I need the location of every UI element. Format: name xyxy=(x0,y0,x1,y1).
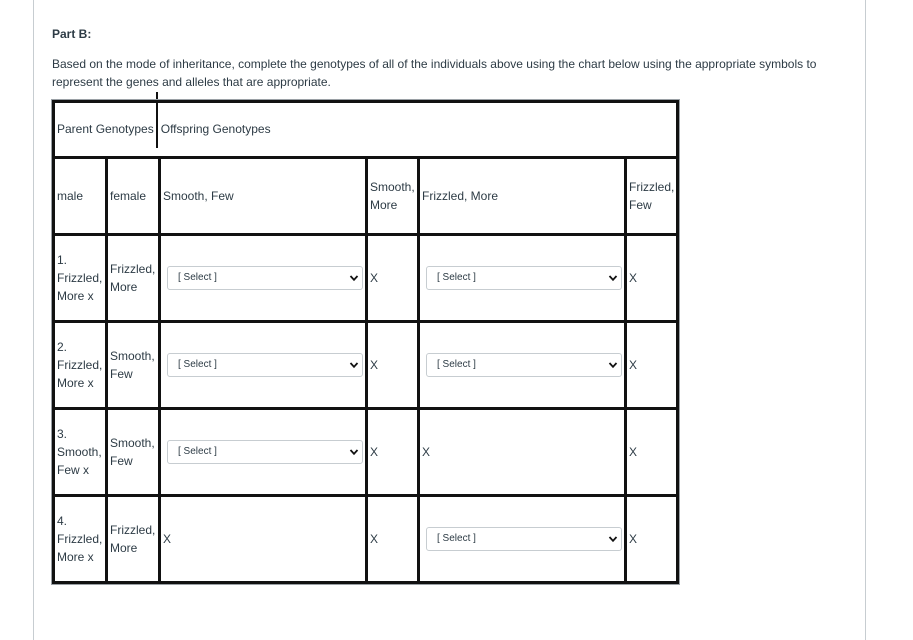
chevron-down-icon xyxy=(349,273,359,283)
table-row xyxy=(54,235,678,322)
frizzled-more-cell xyxy=(419,322,626,409)
chevron-down-icon xyxy=(608,360,618,370)
x-cell: X xyxy=(419,409,626,496)
female-cell: Frizzled, More xyxy=(107,496,160,583)
x-cell: X xyxy=(626,496,678,583)
male-cell: 2. Frizzled, More x xyxy=(54,322,107,409)
x-cell: X xyxy=(367,235,419,322)
select-placeholder: [ Select ] xyxy=(437,533,476,544)
x-cell: X xyxy=(367,409,419,496)
part-title: Part B: xyxy=(52,27,92,41)
frizzled-more-cell xyxy=(419,496,626,583)
col-frizzled-more: Frizzled, More xyxy=(419,158,626,235)
genotype-select[interactable] xyxy=(167,353,363,377)
header-divider xyxy=(156,92,158,148)
select-placeholder: [ Select ] xyxy=(437,272,476,283)
male-cell: 4. Frizzled, More x xyxy=(54,496,107,583)
table-header-cell xyxy=(54,102,678,158)
smooth-few-cell xyxy=(160,409,367,496)
table-row xyxy=(54,409,678,496)
table-row xyxy=(54,496,678,583)
x-cell: X xyxy=(626,322,678,409)
genotype-select[interactable] xyxy=(426,527,622,551)
frizzled-more-cell xyxy=(419,235,626,322)
genotype-select[interactable] xyxy=(167,266,363,290)
genotype-select[interactable] xyxy=(167,440,363,464)
select-placeholder: [ Select ] xyxy=(178,446,217,457)
x-cell: X xyxy=(367,496,419,583)
select-placeholder: [ Select ] xyxy=(437,359,476,370)
female-cell: Smooth, Few xyxy=(107,409,160,496)
select-placeholder: [ Select ] xyxy=(178,359,217,370)
male-cell: 1. Frizzled, More x xyxy=(54,235,107,322)
col-smooth-few: Smooth, Few xyxy=(160,158,367,235)
chevron-down-icon xyxy=(349,360,359,370)
select-placeholder: [ Select ] xyxy=(178,272,217,283)
smooth-few-cell xyxy=(160,235,367,322)
x-cell: X xyxy=(626,409,678,496)
col-smooth-more: Smooth, More xyxy=(367,158,419,235)
x-cell: X xyxy=(160,496,367,583)
parent-genotypes-label: Parent Genotypes xyxy=(57,121,154,136)
chevron-down-icon xyxy=(349,447,359,457)
male-cell: 3. Smooth, Few x xyxy=(54,409,107,496)
genotype-select[interactable] xyxy=(426,353,622,377)
col-frizzled-few: Frizzled, Few xyxy=(626,158,678,235)
x-cell: X xyxy=(367,322,419,409)
table-row xyxy=(54,322,678,409)
col-male: male xyxy=(54,158,107,235)
offspring-genotypes-label: Offspring Genotypes xyxy=(160,121,271,136)
chevron-down-icon xyxy=(608,273,618,283)
genotype-table xyxy=(52,100,679,584)
smooth-few-cell xyxy=(160,322,367,409)
female-cell: Smooth, Few xyxy=(107,322,160,409)
chevron-down-icon xyxy=(608,534,618,544)
col-female: female xyxy=(107,158,160,235)
instructions: Based on the mode of inheritance, complete the genotypes of all of the individuals above using the chart below using the appropriate symbols to represent the genes and alleles that are appropriate. xyxy=(52,57,817,89)
female-cell: Frizzled, More xyxy=(107,235,160,322)
genotype-select[interactable] xyxy=(426,266,622,290)
x-cell: X xyxy=(626,235,678,322)
